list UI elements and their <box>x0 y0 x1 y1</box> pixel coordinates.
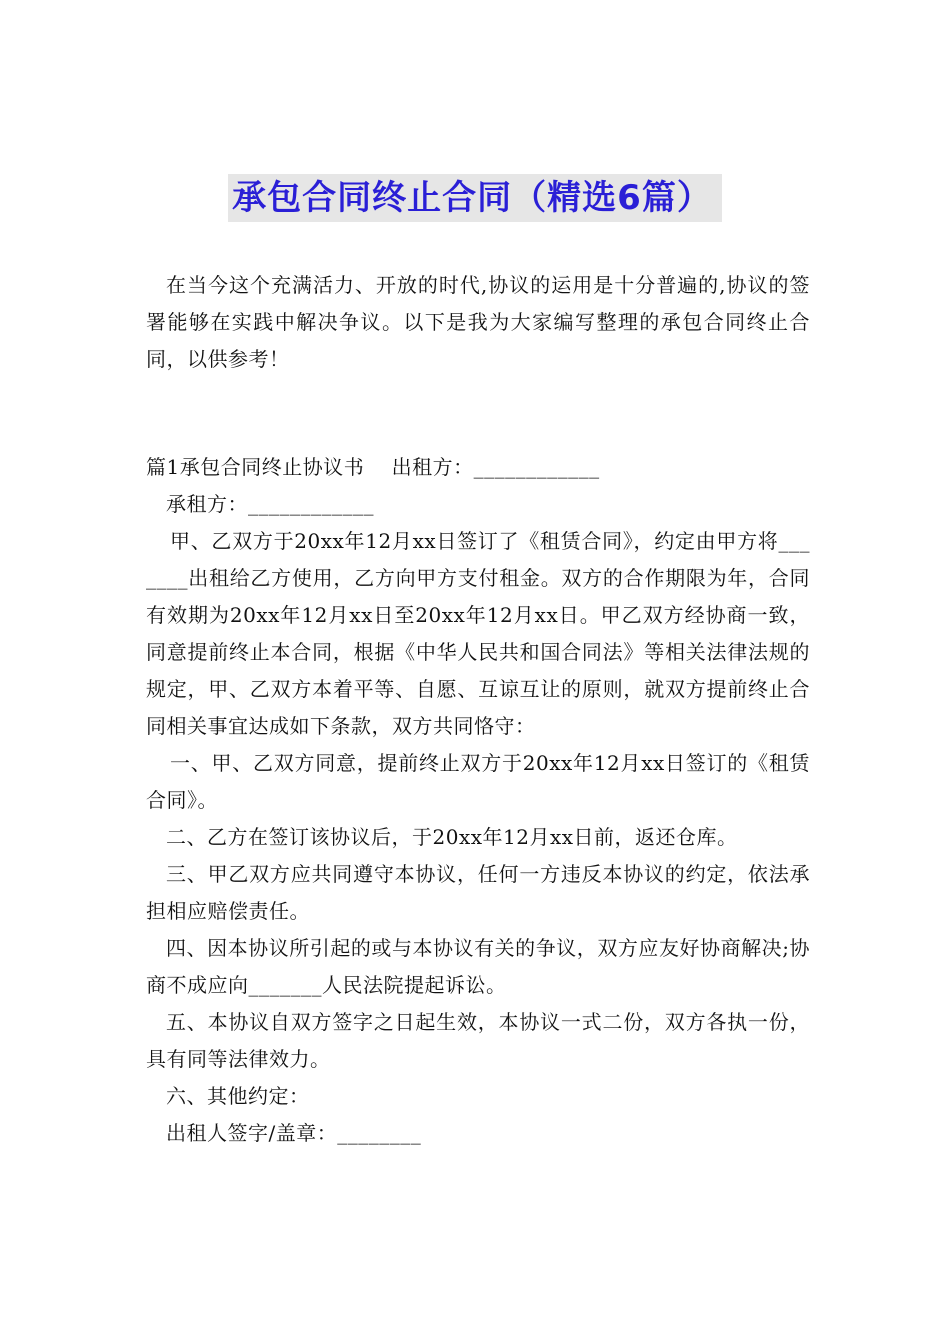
clause-3: 三、甲乙双方应共同遵守本协议，任何一方违反本协议的约定，依法承担相应赔偿责任。 <box>146 862 810 923</box>
property-blank: _______ <box>146 529 810 590</box>
signature-blank: ________ <box>337 1121 422 1145</box>
signature-line <box>146 1115 810 1152</box>
lessor-blank: ____________ <box>473 455 600 479</box>
clause-4-part-a: 四、因本协议所引起的或与本协议有关的争议，双方应友好协商解决;协商不成应向 <box>146 936 810 997</box>
contract-paragraph-1 <box>146 523 810 745</box>
intro-section <box>146 267 810 378</box>
clause-4 <box>146 930 810 1004</box>
contract-section <box>146 449 810 1152</box>
clause-4-part-b: 人民法院提起诉讼。 <box>322 973 507 997</box>
section-heading: 篇1承包合同终止协议书 <box>146 455 365 479</box>
court-blank: _______ <box>248 973 322 997</box>
lessee-blank: ____________ <box>248 492 374 516</box>
section-heading-line <box>146 449 810 486</box>
clause-2: 二、乙方在签订该协议后，于20xx年12月xx日前，返还仓库。 <box>166 825 738 849</box>
title-container <box>0 174 950 222</box>
lessee-label: 承租方： <box>166 492 248 516</box>
paragraph-1-part-a: 甲、乙双方于20xx年12月xx日签订了《租赁合同》，约定由甲方将 <box>170 529 779 553</box>
lessee-line <box>146 486 810 523</box>
signature-label: 出租人签字/盖章： <box>166 1121 338 1145</box>
document-title: 承包合同终止合同（精选6篇） <box>228 174 722 222</box>
clause-1: 一、甲、乙双方同意，提前终止双方于20xx年12月xx日签订的《租赁合同》。 <box>146 751 810 812</box>
lessor-label: 出租方： <box>391 455 474 479</box>
clause-5: 五、本协议自双方签字之日起生效，本协议一式二份，双方各执一份，具有同等法律效力。 <box>146 1010 810 1071</box>
paragraph-1-part-b: 出租给乙方使用，乙方向甲方支付租金。双方的合作期限为年，合同有效期为20xx年12月xx日至20xx年12月xx日。甲乙双方经协商一致，同意提前终止本合同，根据《中华人民共和国合同法》等相关法律法规的规定，甲、乙双方本着平等、自愿、互谅互让的原则，就双方提前终止合同相关事宜达成如下条款，双方共同恪守： <box>146 566 810 738</box>
intro-paragraph: 在当今这个充满活力、开放的时代,协议的运用是十分普遍的,协议的签署能够在实践中解决争议。以下是我为大家编写整理的承包合同终止合同，以供参考！ <box>146 273 810 371</box>
clause-6: 六、其他约定： <box>166 1084 310 1108</box>
